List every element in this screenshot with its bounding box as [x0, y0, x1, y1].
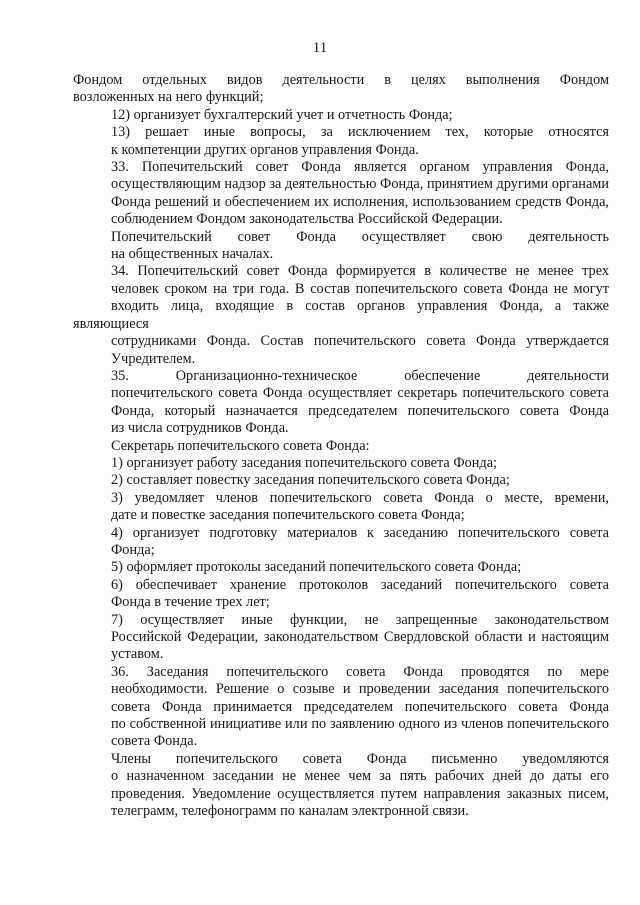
text-line: совета Фонда принимается председателем попечительского совета Фонда [111, 698, 609, 715]
text-line: сотрудниками Фонда. Состав попечительского совета Фонда утверждается [111, 333, 609, 350]
text-line: Фонда в течение трех лет; [111, 594, 270, 611]
text-line: к компетенции других органов управления Фонда. [111, 141, 419, 158]
paragraph [73, 612, 609, 664]
text-line: 7) осуществляет иные функции, не запрещенные законодательством [111, 611, 609, 628]
text-line: Секретарь попечительского совета Фонда: [111, 437, 370, 454]
text-line: проведения. Уведомление осуществляется путем направления заказных писем, [111, 785, 609, 802]
text-line: необходимости. Решение о созыве и проведении заседания попечительского [111, 681, 609, 698]
paragraph [73, 455, 609, 472]
paragraph [73, 490, 609, 525]
text-line: по собственной инициативе или по заявлению одного из членов попечительского [111, 716, 609, 733]
paragraph [73, 124, 609, 159]
text-line: 6) обеспечивает хранение протоколов заседаний попечительского совета [111, 576, 609, 593]
text-line: 13) решает иные вопросы, за исключением тех, которые относятся [111, 124, 609, 141]
text-line: 4) организует подготовку материалов к заседанию попечительского совета [111, 524, 609, 541]
text-line: совета Фонда. [111, 733, 198, 750]
text-line: Российской Федерации, законодательством Свердловской области и настоящим [111, 629, 609, 645]
text-line: дате и повестке заседания попечительского совета Фонда; [111, 507, 465, 524]
text-line: попечительского совета Фонда осуществляет секретарь попечительского совета [111, 385, 609, 402]
text-line: 1) организует работу заседания попечительского совета Фонда; [111, 454, 498, 471]
text-line: Фонда, который назначается председателем попечительского совета Фонда [111, 402, 609, 419]
text-line: уставом. [111, 646, 164, 663]
paragraph [73, 159, 609, 229]
text-line: 36. Заседания попечительского совета Фонда проводятся по мере [111, 663, 609, 680]
paragraph [73, 577, 609, 612]
text-line: на общественных началах. [111, 246, 274, 263]
text-line: возложенных на него функций; [73, 89, 264, 106]
text-line: Учредителем. [111, 350, 196, 367]
paragraph [73, 368, 609, 438]
text-line: 35. Организационно-техническое обеспечение деятельности [111, 367, 609, 384]
paragraph [73, 472, 609, 489]
text-line: телеграмм, телефонограмм по каналам электронной связи. [111, 803, 469, 820]
paragraph [73, 751, 609, 821]
text-line: осуществляющим надзор за деятельностью Фонда, принятием другими органами [111, 176, 609, 193]
paragraph [73, 263, 609, 367]
text-line: о назначенном заседании не менее чем за пять рабочих дней до даты его [111, 768, 609, 785]
text-line: Попечительский совет Фонда осуществляет свою деятельность [111, 228, 609, 245]
text-line: входить лица, входящие в состав органов управления Фонда, а также являющиеся [73, 298, 609, 332]
text-line: Члены попечительского совета Фонда письменно уведомляются [111, 750, 609, 767]
page-number: 11 [312, 40, 328, 56]
paragraph [73, 229, 609, 264]
paragraph [73, 72, 609, 107]
text-line: Фондом отдельных видов деятельности в целях выполнения Фондом [73, 72, 609, 88]
text-line: 33. Попечительский совет Фонда является органом управления Фонда, [111, 159, 609, 176]
text-line: человек сроком на три года. В состав попечительского совета Фонда не могут [111, 280, 609, 297]
paragraph [73, 438, 609, 455]
paragraph [73, 107, 609, 124]
paragraph [73, 525, 609, 560]
paragraph [73, 664, 609, 751]
text-line: 34. Попечительский совет Фонда формируется в количестве не менее трех [111, 263, 609, 280]
text-line: 2) составляет повестку заседания попечительского совета Фонда; [111, 472, 510, 489]
text-line: 12) организует бухгалтерский учет и отчетность Фонда; [111, 106, 453, 123]
text-line: Фонда решений и обеспечением их исполнения, использованием средств Фонда, [111, 193, 609, 210]
text-line: 5) оформляет протоколы заседаний попечительского совета Фонда; [111, 559, 522, 576]
text-line: соблюдением Фондом законодательства Российской Федерации. [111, 211, 503, 228]
document-body [73, 72, 609, 820]
text-line: 3) уведомляет членов попечительского совета Фонда о месте, времени, [111, 489, 609, 506]
text-line: Фонда; [111, 541, 155, 558]
text-line: из числа сотрудников Фонда. [111, 420, 289, 437]
paragraph [73, 559, 609, 576]
